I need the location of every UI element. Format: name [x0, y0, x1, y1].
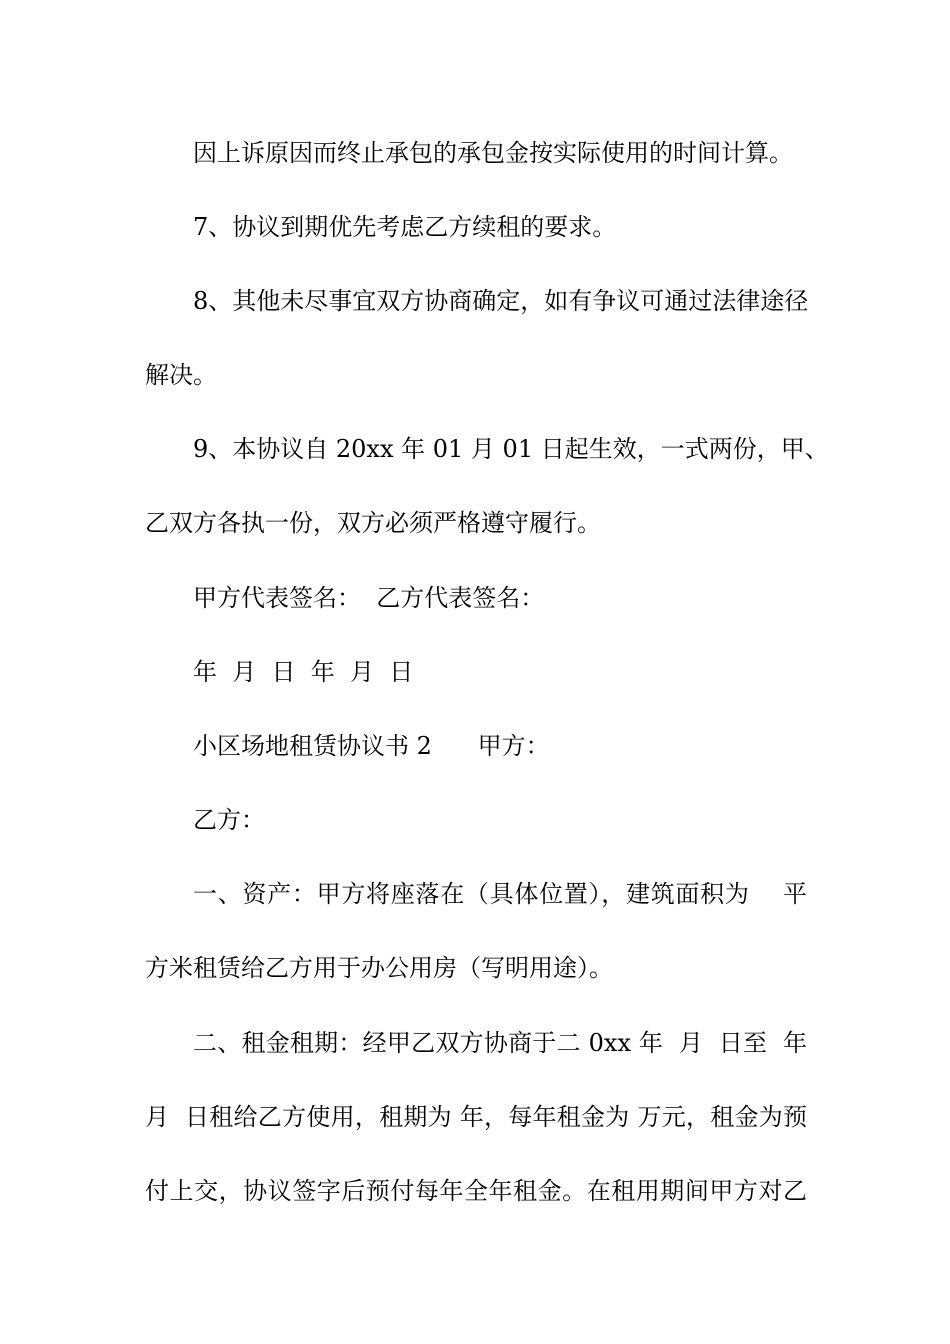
clause-9-line-2: 乙双方各执一份，双方必须严格遵守履行。: [145, 509, 601, 537]
section-2-line-2: 月 日租给乙方使用，租期为 年，每年租金为 万元，租金为预: [145, 1103, 807, 1131]
section-2-line-1: 二、租金租期：经甲乙双方协商于二 0xx 年 月 日至 年: [193, 1029, 807, 1057]
clause-7: 7、协议到期优先考虑乙方续租的要求。: [193, 213, 617, 241]
party-b-line: 乙方：: [193, 806, 265, 834]
section-1-line-1: 一、资产：甲方将座落在（具体位置），建筑面积为 平: [193, 880, 807, 908]
clause-9-line-1: 9、本协议自 20xx 年 01 月 01 日起生效，一式两份，甲、: [193, 435, 829, 463]
paragraph-line: 因上诉原因而终止承包的承包金按实际使用的时间计算。: [193, 139, 793, 167]
section-1-line-2: 方米租赁给乙方用于办公用房（写明用途）。: [145, 954, 613, 982]
signature-line: 甲方代表签名： 乙方代表签名：: [193, 584, 545, 612]
agreement-title-party-a: 小区场地租赁协议书 2 甲方：: [193, 732, 550, 760]
section-2-line-3: 付上交，协议签字后预付每年全年租金。在租用期间甲方对乙: [145, 1177, 807, 1205]
clause-8-line-2: 解决。: [145, 361, 217, 389]
date-line: 年 月 日 年 月 日: [193, 658, 414, 686]
clause-8-line-1: 8、其他未尽事宜双方协商确定，如有争议可通过法律途径: [193, 287, 809, 315]
